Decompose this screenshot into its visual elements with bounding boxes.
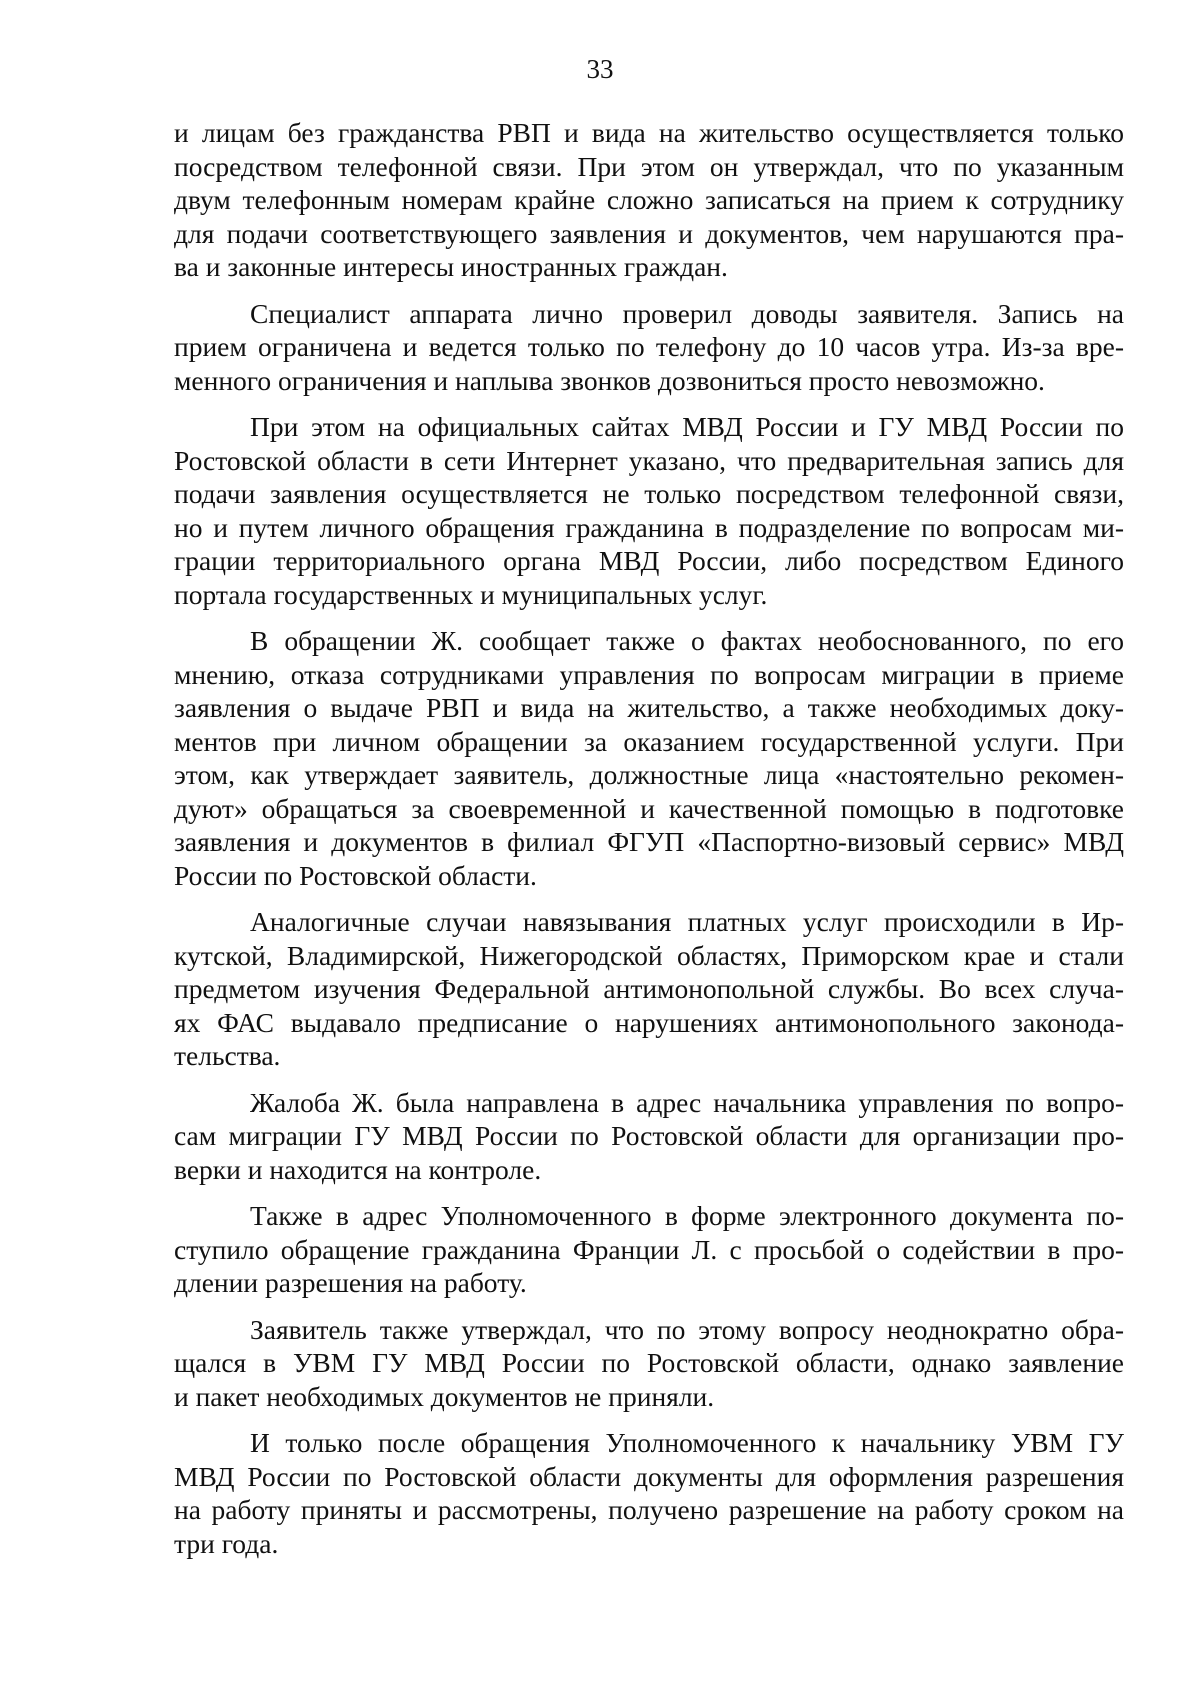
text-line: дуют» обращаться за своевременной и качественной помощью в подготовке	[174, 792, 1124, 824]
text-line: ступило обращение гражданина Франции Л. с просьбой о содействии в про-	[174, 1233, 1124, 1265]
text-line: три года.	[174, 1527, 279, 1559]
text-line: Жалоба Ж. была направлена в адрес начальника управления по вопро-	[250, 1086, 1124, 1118]
text-line: предметом изучения Федеральной антимонопольной службы. Во всех случа-	[174, 973, 1124, 1004]
paragraph-french-citizen	[174, 1199, 1124, 1300]
text-line: грации территориального органа МВД России, либо посредством Единого	[174, 545, 1124, 576]
paragraph-official-sites	[174, 410, 1124, 611]
text-line: Заявитель также утверждал, что по этому вопросу неоднократно обра-	[250, 1313, 1124, 1345]
text-line: этом, как утверждает заявитель, должностные лица «настоятельно рекомен-	[174, 759, 1124, 790]
text-line: кутской, Владимирской, Нижегородской областях, Приморском крае и стали	[174, 939, 1124, 971]
paragraph-continuation	[174, 116, 1124, 284]
text-line: мнению, отказа сотрудниками управления по вопросам миграции в приеме	[174, 658, 1124, 690]
paragraph-specialist-check	[174, 297, 1124, 398]
text-line: ва и законные интересы иностранных граждан.	[174, 251, 728, 282]
text-line: на работу приняты и рассмотрены, получено разрешение на работу сроком на	[174, 1494, 1124, 1525]
text-line: И только после обращения Уполномоченного к начальнику УВМ ГУ	[250, 1427, 1124, 1458]
text-line: длении разрешения на работу.	[174, 1267, 527, 1298]
text-line: менного ограничения и наплыва звонков дозвониться просто невозможно.	[174, 364, 1045, 396]
text-line: Ростовской области в сети Интернет указано, что предварительная запись для	[174, 444, 1124, 476]
text-line: для подачи соответствующего заявления и документов, чем нарушаются пра-	[174, 217, 1124, 249]
paragraph-similar-cases	[174, 905, 1124, 1073]
text-line: ментов при личном обращении за оказанием государственной услуги. При	[174, 725, 1124, 757]
paragraph-repeated-appeals	[174, 1313, 1124, 1414]
text-line: России по Ростовской области.	[174, 859, 537, 891]
text-line: посредством телефонной связи. При этом он утверждал, что по указанным	[174, 150, 1124, 182]
text-line: но и путем личного обращения гражданина в подразделение по вопросам ми-	[174, 511, 1124, 543]
paragraph-resolution	[174, 1426, 1124, 1560]
text-line: МВД России по Ростовской области документы для оформления разрешения	[174, 1460, 1124, 1492]
text-line: и лицам без гражданства РВП и вида на жительство осуществляется только	[174, 117, 1124, 148]
text-line: Специалист аппарата лично проверил доводы заявителя. Запись на	[250, 297, 1124, 329]
text-line: щался в УВМ ГУ МВД России по Ростовской области, однако заявление	[174, 1347, 1124, 1378]
text-line: сам миграции ГУ МВД России по Ростовской области для организации про-	[174, 1120, 1124, 1151]
text-line: верки и находится на контроле.	[174, 1153, 542, 1185]
text-line: и пакет необходимых документов не приняли.	[174, 1380, 715, 1412]
text-line: При этом на официальных сайтах МВД России и ГУ МВД России по	[250, 411, 1124, 442]
page-number: 33	[586, 54, 614, 84]
paragraph-complaint-forwarded	[174, 1086, 1124, 1187]
text-line: В обращении Ж. сообщает также о фактах необоснованного, по его	[250, 625, 1124, 656]
text-line: Также в адрес Уполномоченного в форме электронного документа по-	[250, 1200, 1124, 1231]
text-line: портала государственных и муниципальных услуг.	[174, 578, 768, 610]
text-line: ях ФАС выдавало предписание о нарушениях антимонопольного законода-	[174, 1006, 1124, 1038]
text-line: заявления о выдаче РВП и вида на жительство, а также необходимых доку-	[174, 692, 1124, 723]
text-line: подачи заявления осуществляется не только посредством телефонной связи,	[174, 478, 1124, 509]
document-body	[174, 116, 1124, 1573]
text-line: прием ограничена и ведется только по телефону до 10 часов утра. Из-за вре-	[174, 331, 1124, 362]
text-line: заявления и документов в филиал ФГУП «Паспортно-визовый сервис» МВД	[174, 826, 1124, 857]
text-line: Аналогичные случаи навязывания платных услуг происходили в Ир-	[250, 906, 1124, 937]
text-line: двум телефонным номерам крайне сложно записаться на прием к сотруднику	[174, 184, 1124, 215]
text-line: тельства.	[174, 1040, 281, 1071]
paragraph-refusal-complaint	[174, 624, 1124, 892]
